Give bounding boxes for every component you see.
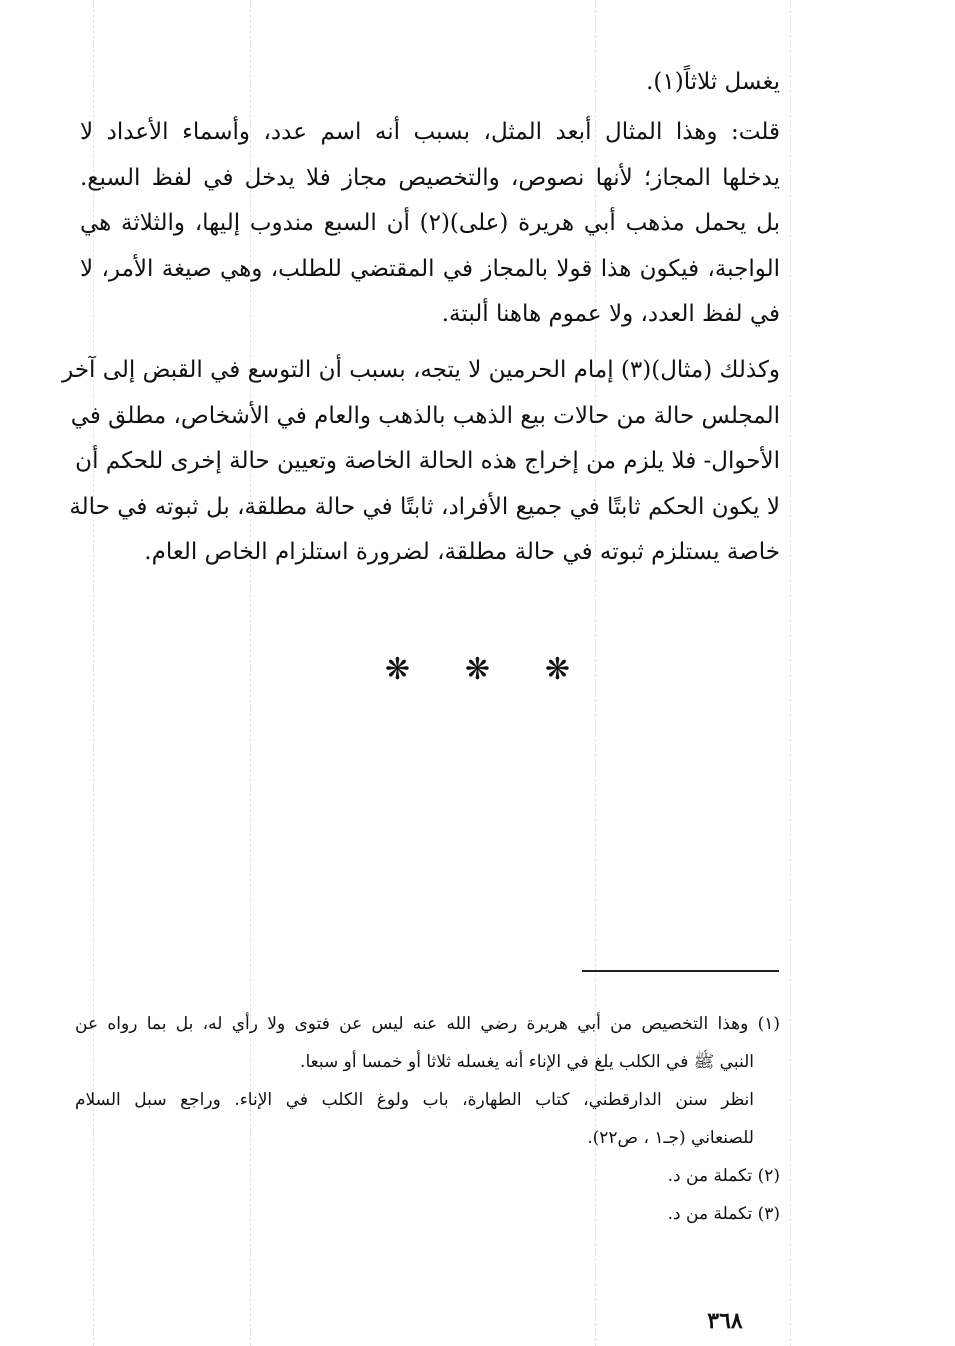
footnote-line: (١) وهذا التخصيص من أبي هريرة رضي الله عنه ليس عن فتوى ولا رأي له، بل بما رواه عن [75, 1014, 780, 1034]
asterism-icon: ❋ [544, 652, 571, 687]
paragraph-intro [80, 60, 780, 106]
footnote-divider [582, 970, 779, 972]
footnote-line: النبي ﷺ في الكلب يلغ في الإناء أنه يغسله ثلاثا أو خمسا أو سبعا. [300, 1052, 754, 1072]
text-line: قلت: وهذا المثال أبعد المثل، بسبب أنه اسم عدد، وأسماء الأعداد لا [80, 119, 780, 145]
text-line: وكذلك (مثال)(٣) إمام الحرمين لا يتجه، بسبب أن التوسع في القبض إلى آخر [62, 357, 780, 383]
paragraph-qultu [80, 110, 780, 338]
page-number: ٣٦٨ [707, 1308, 743, 1334]
asterism-icon: ❋ [384, 652, 411, 687]
text-line: في لفظ العدد، ولا عموم هاهنا ألبتة. [441, 301, 780, 327]
asterism-icon: ❋ [464, 652, 491, 687]
footnote-line: (٢) تكملة من د. [667, 1166, 780, 1186]
footnotes [75, 1005, 780, 1233]
footnote-line: للصنعاني (جـ١ ، ص٢٢). [587, 1128, 754, 1148]
text-line: بل يحمل مذهب أبي هريرة (على)(٢) أن السبع مندوب إليها، والثلاثة هي [80, 210, 780, 236]
text-line: الأحوال- فلا يلزم من إخراج هذه الحالة الخاصة وتعيين حالة إخرى للحكم أن [75, 448, 780, 474]
text-line: يغسل ثلاثاً(١). [646, 69, 780, 95]
text-line: يدخلها المجاز؛ لأنها نصوص، والتخصيص مجاز فلا يدخل في لفظ السبع. [80, 164, 780, 191]
section-separator [0, 652, 955, 687]
footnote-line: انظر سنن الدارقطني، كتاب الطهارة، باب ولوغ الكلب في الإناء. وراجع سبل السلام [75, 1090, 754, 1110]
text-line: الواجبة، فيكون هذا قولا بالمجاز في المقتضي للطلب، وهي صيغة الأمر، لا [80, 255, 780, 282]
paragraph-wakadhalik [62, 348, 780, 576]
text-line: المجلس حالة من حالات بيع الذهب بالذهب والعام في الأشخاص، مطلق في [70, 402, 780, 429]
text-line: لا يكون الحكم ثابتًا في جميع الأفراد، ثابتًا في حالة مطلقة، بل ثبوته في حالة [69, 493, 780, 520]
footnote-line: (٣) تكملة من د. [667, 1204, 780, 1224]
text-line: خاصة يستلزم ثبوته في حالة مطلقة، لضرورة استلزام الخاص العام. [144, 539, 780, 565]
